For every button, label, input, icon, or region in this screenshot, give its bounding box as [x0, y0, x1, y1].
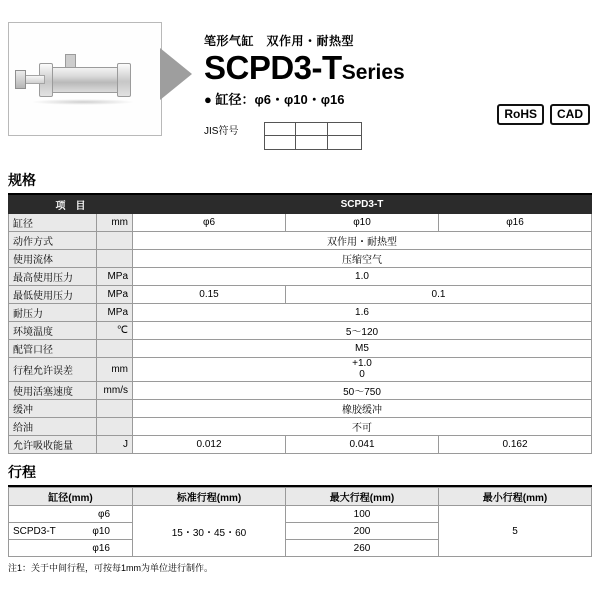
row-unit: MPa: [97, 286, 133, 304]
spec-section-title: 规格: [8, 172, 36, 188]
row-value: 0.162: [439, 436, 592, 454]
row-value: 0.041: [286, 436, 439, 454]
table-row: [9, 286, 592, 304]
row-value: φ16: [439, 214, 592, 232]
row-label: 最高使用压力: [9, 268, 97, 286]
row-unit: MPa: [97, 268, 133, 286]
table-row: [9, 400, 592, 418]
table-row: [9, 268, 592, 286]
cylinder-port-graphic: [65, 54, 76, 68]
row-label: 行程允许误差: [9, 358, 97, 382]
stroke-bore: φ16: [9, 540, 133, 557]
row-label: 缸径: [9, 214, 97, 232]
row-label: 配管口径: [9, 340, 97, 358]
jis-line: [204, 122, 405, 150]
stroke-model: SCPD3-T: [13, 525, 56, 537]
row-value: M5: [133, 340, 592, 358]
row-value: 不可: [133, 418, 592, 436]
jis-label: JIS符号: [204, 125, 239, 137]
row-unit: mm: [97, 358, 133, 382]
cylinder-body-graphic: [47, 67, 123, 93]
gray-wedge-graphic: [160, 48, 192, 100]
row-label: 允许吸收能量: [9, 436, 97, 454]
table-row: [9, 506, 592, 523]
jis-symbol-graphic: [264, 122, 362, 150]
tolerance-upper: +1.0: [352, 358, 372, 369]
stroke-max-value: 100: [286, 506, 439, 523]
row-label: 使用流体: [9, 250, 97, 268]
row-label: 耐压力: [9, 304, 97, 322]
spec-header-label: 项 目: [9, 196, 133, 214]
table-row: [9, 322, 592, 340]
product-model: SCPD3-T: [204, 49, 342, 86]
row-unit: ℃: [97, 322, 133, 340]
stroke-min-value: 5: [439, 506, 592, 557]
row-unit: [97, 400, 133, 418]
footnote: 注1：关于中间行程，可按每1mm为单位进行制作。: [8, 563, 214, 573]
row-unit: MPa: [97, 304, 133, 322]
row-unit: J: [97, 436, 133, 454]
row-value: 50～750: [133, 382, 592, 400]
row-value: 压缩空气: [133, 250, 592, 268]
stroke-bore: φ10: [92, 525, 110, 537]
row-value: 5～120: [133, 322, 592, 340]
cylinder-cap-right-graphic: [117, 63, 131, 97]
table-row: [9, 340, 592, 358]
stroke-header-max: 最大行程(mm): [286, 488, 439, 506]
stroke-header-standard: 标准行程(mm): [133, 488, 286, 506]
row-value: 0.012: [133, 436, 286, 454]
row-unit: [97, 232, 133, 250]
stroke-table: [8, 487, 592, 557]
row-label: 最低使用压力: [9, 286, 97, 304]
row-label: 给油: [9, 418, 97, 436]
row-value: [133, 358, 592, 382]
stroke-max-value: 260: [286, 540, 439, 557]
spec-header-model: SCPD3-T: [133, 196, 592, 214]
row-value: 1.0: [133, 268, 592, 286]
table-row: [9, 418, 592, 436]
bore-line: ● 缸径：φ6・φ10・φ16: [204, 91, 345, 107]
page-header: [8, 0, 592, 162]
table-row-header: [9, 488, 592, 506]
stroke-standard-value: 15・30・45・60: [133, 506, 286, 557]
row-label: 缓冲: [9, 400, 97, 418]
table-row: [9, 250, 592, 268]
row-label: 使用活塞速度: [9, 382, 97, 400]
spec-table: [8, 195, 592, 454]
row-value: 双作用・耐热型: [133, 232, 592, 250]
cad-badge: CAD: [550, 104, 590, 125]
table-row: [9, 232, 592, 250]
row-unit: [97, 340, 133, 358]
cylinder-nut-graphic: [15, 70, 26, 89]
stroke-bore: φ6: [9, 506, 133, 523]
row-value: φ10: [286, 214, 439, 232]
page-title: [204, 51, 405, 86]
table-row: [9, 214, 592, 232]
stroke-section-title: 行程: [8, 464, 36, 480]
header-text-block: [204, 22, 405, 150]
rohs-badge: RoHS: [497, 104, 544, 125]
product-photo: [8, 22, 162, 136]
stroke-max-value: 200: [286, 523, 439, 540]
row-unit: [97, 418, 133, 436]
row-value: φ6: [133, 214, 286, 232]
row-value: 1.6: [133, 304, 592, 322]
badge-group: [497, 104, 590, 125]
row-label: 环境温度: [9, 322, 97, 340]
table-row: [9, 436, 592, 454]
row-unit: mm/s: [97, 382, 133, 400]
tolerance-lower: 0: [359, 368, 365, 380]
stroke-header-bore: 缸径(mm): [9, 488, 133, 506]
row-value: 0.15: [133, 286, 286, 304]
table-row: [9, 304, 592, 322]
product-subtitle: 笔形气缸 双作用・耐热型: [204, 34, 355, 48]
row-value: 橡胶缓冲: [133, 400, 592, 418]
photo-shadow: [31, 99, 135, 105]
row-unit: [97, 250, 133, 268]
table-row: [9, 382, 592, 400]
stroke-header-min: 最小行程(mm): [439, 488, 592, 506]
row-unit: mm: [97, 214, 133, 232]
row-label: 动作方式: [9, 232, 97, 250]
series-word: Series: [341, 61, 405, 84]
table-row-header: [9, 196, 592, 214]
table-row: [9, 358, 592, 382]
row-value: 0.1: [286, 286, 592, 304]
